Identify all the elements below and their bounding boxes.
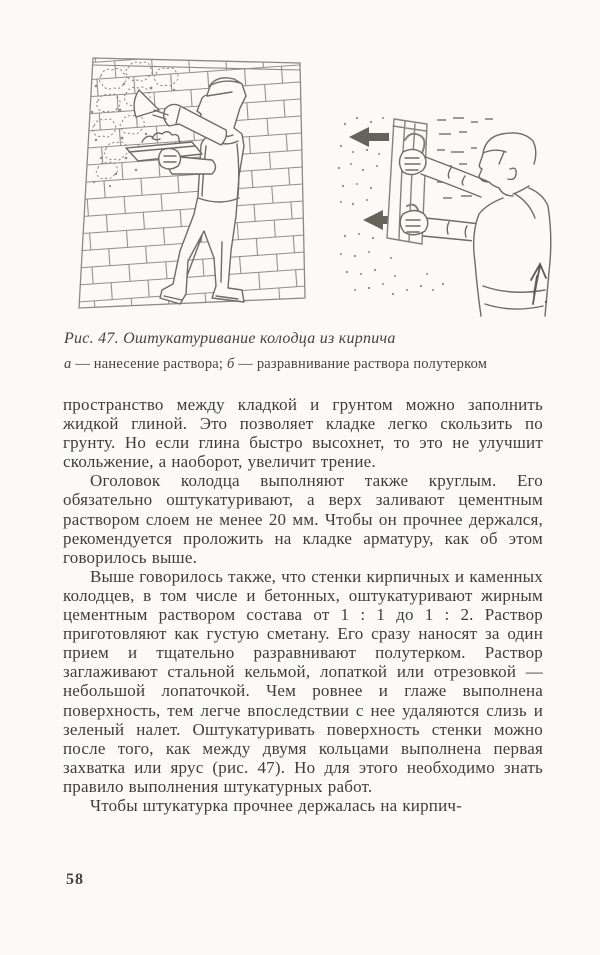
caption-text-b: — разравнивание раствора полутерком xyxy=(234,356,488,372)
worker-figure xyxy=(400,132,552,318)
paragraph: пространство между кладкой и грунтом можно заполнить жидкой глиной. Это позволяет кладке легко скользить по грунту. Но если глина быстро высохнет, то это не улучшит скольжение, а наоборот, увеличит трение. xyxy=(63,395,543,472)
paragraph: Чтобы штукатурка прочнее держалась на кирпич- xyxy=(90,795,462,815)
brick-wall-plastering-illustration xyxy=(76,46,316,326)
figure-caption-subtitle xyxy=(64,356,546,373)
caption-text-a: — нанесение раствора; xyxy=(71,356,227,372)
caption-label-a: а xyxy=(64,356,72,372)
figure-a-throwing-mortar xyxy=(76,46,316,326)
brick-wall xyxy=(79,58,305,308)
body-text xyxy=(63,395,543,815)
paragraph: Оголовок колодца выполняют также круглым. Его обязательно оштукатуривают, а верх заливают цементным раствором слоем не менее 20 мм. Чтобы он прочнее держался, рекомендуется проложить на кладке арматуру, как об этом говорилось выше. xyxy=(63,471,543,567)
figure-b-levelling-float xyxy=(333,106,563,334)
caption-label-b: б xyxy=(226,356,235,372)
float-levelling-illustration xyxy=(333,106,563,334)
paragraph: Выше говорилось также, что стенки кирпичных и каменных колодцев, в том числе и бетонных, оштукатуривают жирным цементным раствором состава от 1 : 1 до 1 : 2. Раствор приготовляют как густую сметану. Его сразу наносят за один прием и тщательно разравнивают полутерком. Раствор заглаживают стальной кельмой, лопаткой или отрезовкой — небольшой лопаточкой. Чем ровнее и глаже выполнена поверхность, тем легче впоследствии с нее удаляются слизь и зеленый налет. Оштукатуривать поверхность стенки можно после того, как между двумя кольцами выполнена первая захватка или ярус (рис. 47). Но для этого необходимо знать правило выполнения штукатурных работ. xyxy=(63,566,543,796)
figure-caption-title: Рис. 47. Оштукатуривание колодца из кирпича xyxy=(64,330,396,347)
figure-caption xyxy=(64,330,546,373)
page-number: 58 xyxy=(66,871,84,888)
